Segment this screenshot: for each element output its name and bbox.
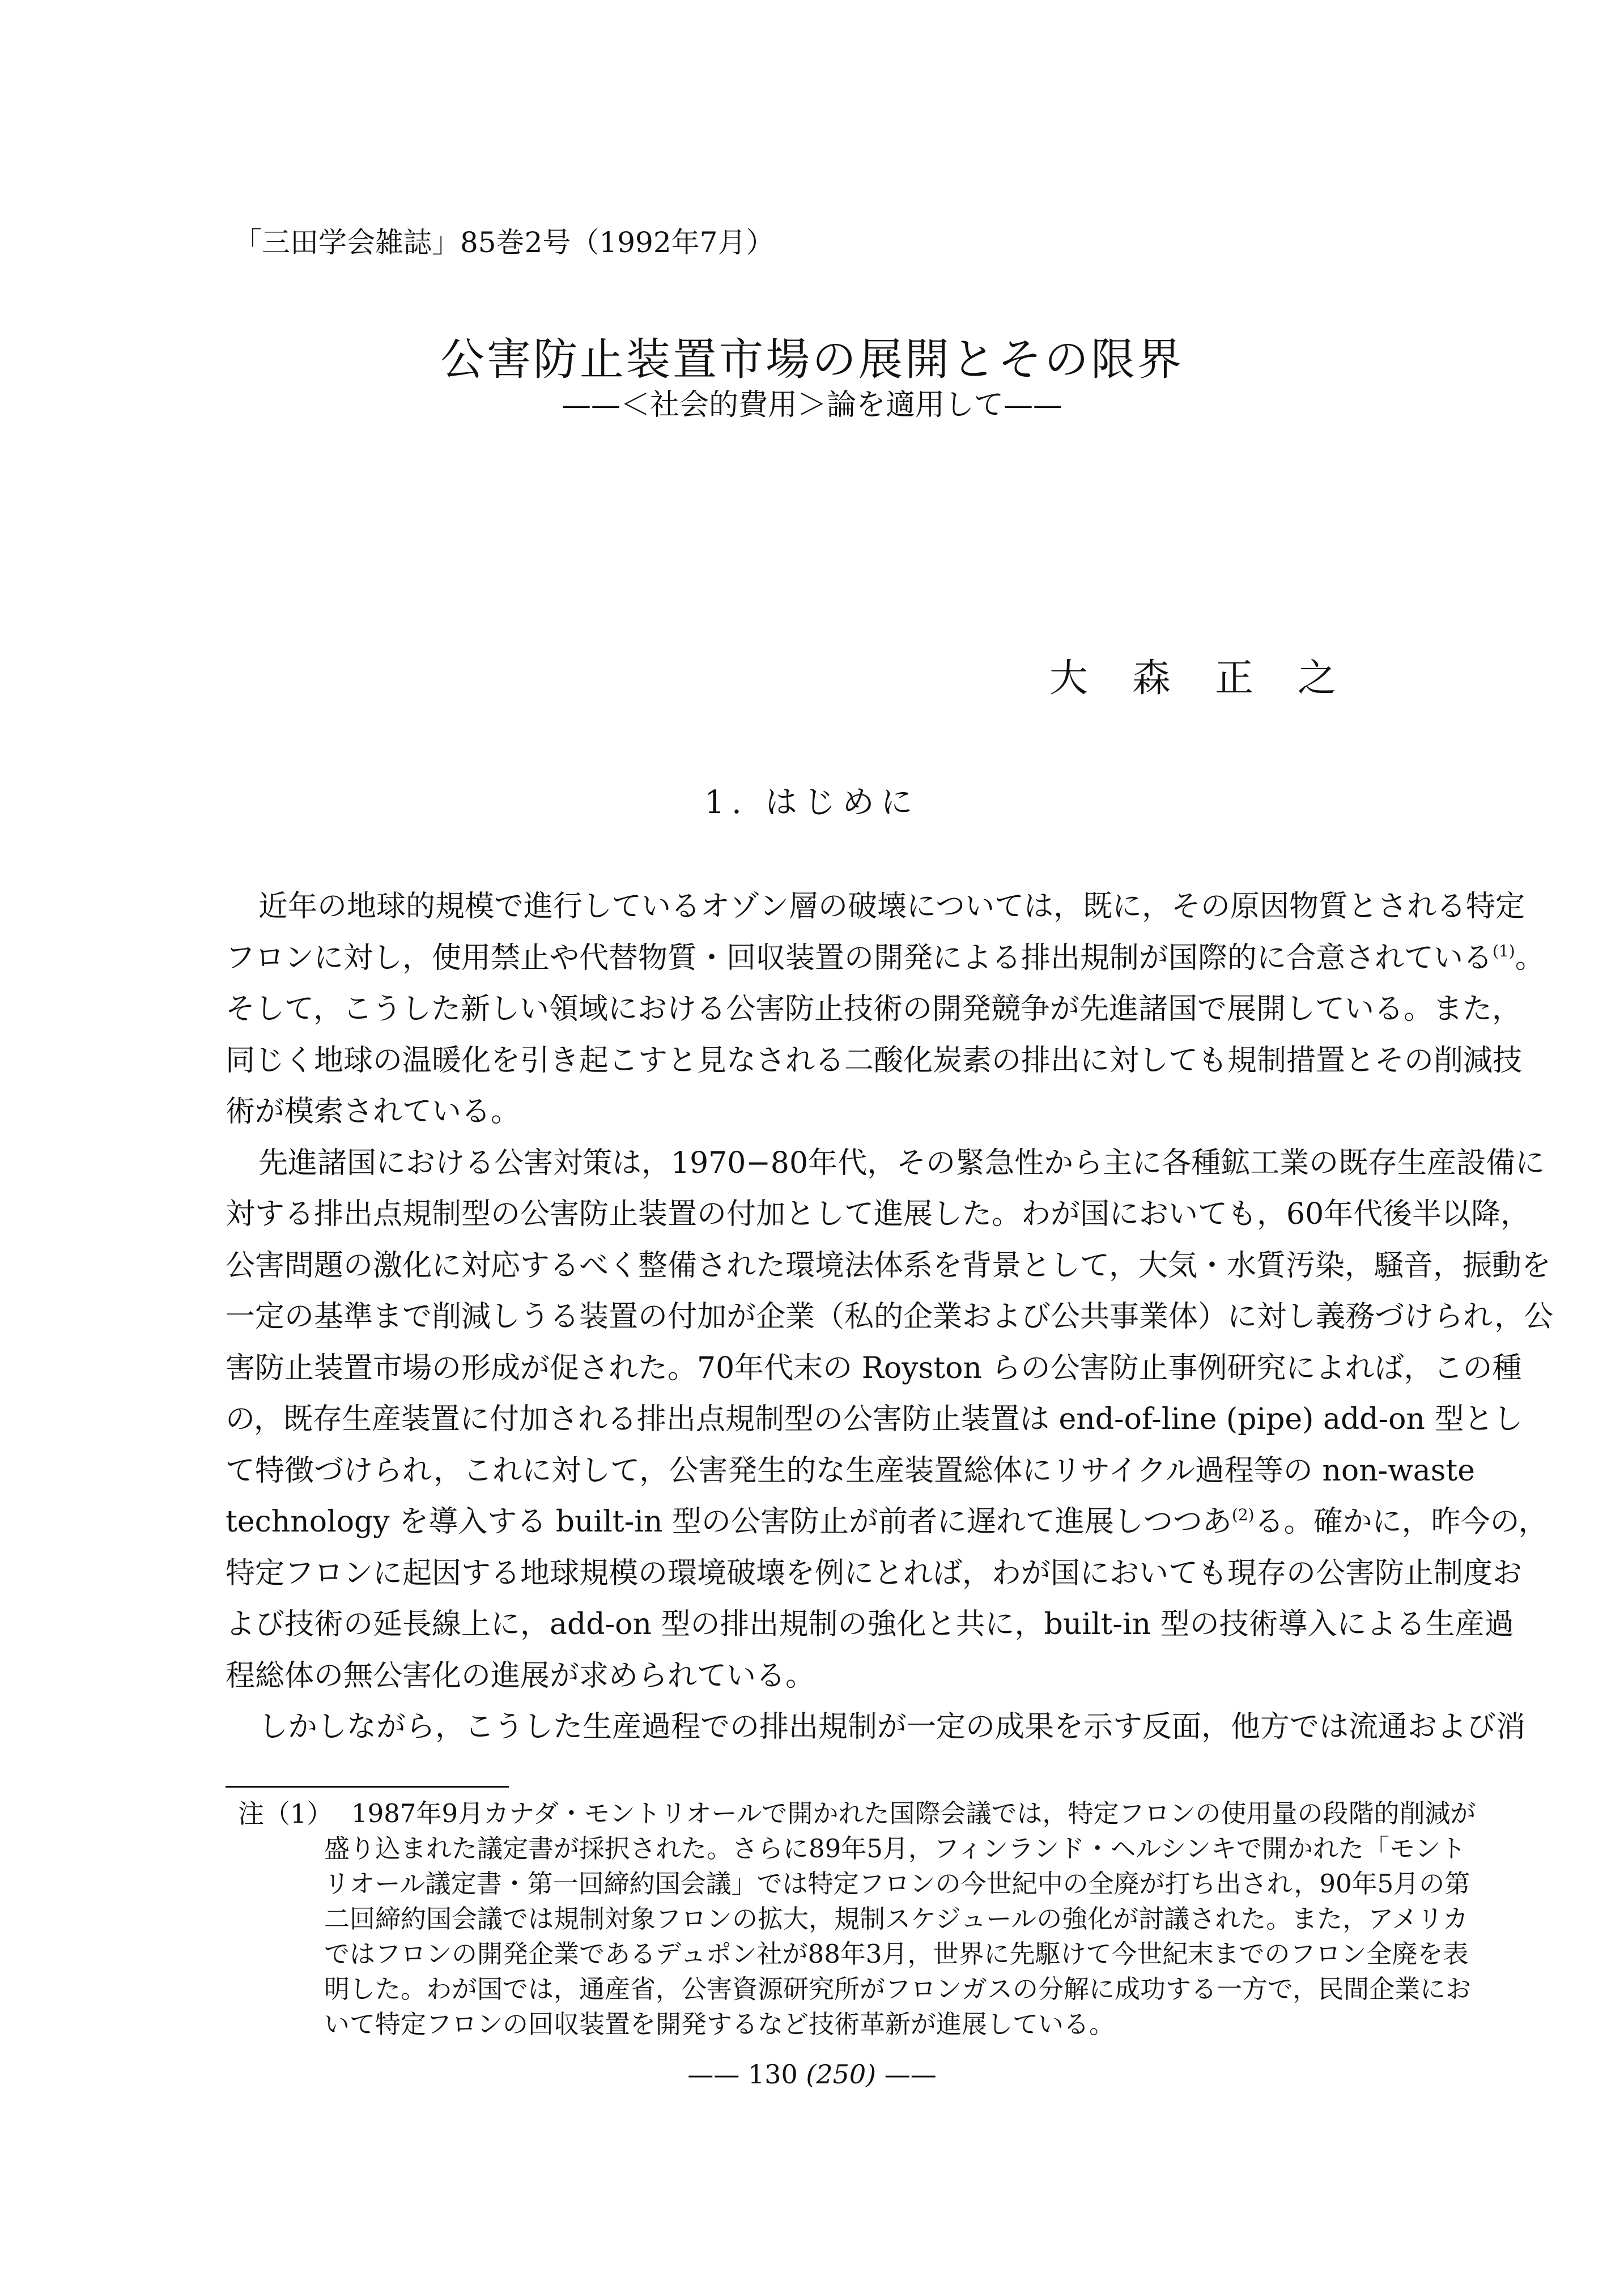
body-line: 同じく地球の温暖化を引き起こすと見なされる二酸化炭素の排出に対しても規制措置とその削減技: [226, 1043, 1523, 1078]
body-line: 程総体の無公害化の進展が求められている。: [226, 1658, 815, 1693]
body-line: そして，こうした新しい領域における公害防止技術の開発競争が先進諸国で展開している。また，: [226, 992, 1521, 1026]
body-line: 一定の基準まで削減しうる装置の付加が企業（私的企業および公共事業体）に対し義務づけられ，公: [226, 1300, 1554, 1334]
footnote-marker: (1): [1493, 941, 1515, 960]
footnote-line: 盛り込まれた議定書が採択された。さらに89年5月，フィンランド・ヘルシンキで開かれた「モント: [324, 1833, 1466, 1864]
page-number: [0, 2058, 1624, 2091]
footnote-reference: [1202, 1505, 1255, 1539]
article-title: 公害防止装置市場の展開とその限界: [440, 334, 1184, 385]
body-line: て特徴づけられ，これに対して，公害発生的な生産装置総体にリサイクル過程等の non-waste: [226, 1453, 1476, 1488]
footnote-label: 注（1）: [238, 1798, 333, 1829]
body-line: [226, 933, 1545, 984]
footnote-divider: [226, 1786, 509, 1788]
original-page-number: (250): [806, 2059, 877, 2090]
footnote-reference: [1463, 941, 1515, 975]
body-line: よび技術の延長線上に，add-on 型の排出規制の強化と共に，built-in 型の技術導入による生産過: [226, 1607, 1514, 1641]
footnote-line: いて特定フロンの回収装置を開発するなど技術革新が進展している。: [324, 2009, 1115, 2039]
body-line: 特定フロンに起因する地球規模の環境破壊を例にとれば，わが国においても現存の公害防止制度お: [226, 1556, 1523, 1590]
body-line: 対する排出点規制型の公害防止装置の付加として進展した。わが国においても，60年代後半以降，: [226, 1197, 1531, 1231]
line-text: あ: [1202, 1505, 1232, 1539]
footnote-line: 明した。わが国では，通産省，公害資源研究所がフロンガスの分解に成功する一方で，民間企業にお: [324, 1974, 1472, 2004]
body-line: 先進諸国における公害対策は，1970−80年代，その緊急性から主に各種鉱工業の既存生産設備に: [258, 1146, 1545, 1180]
page-number-dash-left: ——: [687, 2059, 740, 2090]
line-text: る。確かに，昨今の，: [1254, 1505, 1548, 1539]
body-line: の，既存生産装置に付加される排出点規制型の公害防止装置は end-of-line (pipe) add-on 型とし: [226, 1402, 1523, 1436]
body-line: 公害問題の激化に対応するべく整備された環境法体系を背景として，大気・水質汚染，騒音，振動を: [226, 1248, 1551, 1283]
line-text: る: [1463, 941, 1493, 975]
body-line: 術が模索されている。: [226, 1095, 521, 1129]
footnote-line: 二回締約国会議では規制対象フロンの拡大，規制スケジュールの強化が討議された。また，アメリカ: [324, 1904, 1469, 1934]
footnote-marker: (2): [1231, 1505, 1255, 1524]
body-line: 近年の地球的規模で進行しているオゾン層の破壊については，既に，その原因物質とされる特定: [258, 890, 1525, 924]
footnote-line: ではフロンの開発企業であるデュポン社が88年3月，世界に先駆けて今世紀末までのフロン全廃を表: [324, 1939, 1469, 1969]
body-line: しかしながら，こうした生産過程での排出規制が一定の成果を示す反面，他方では流通および消: [258, 1710, 1526, 1744]
journal-header: 「三田学会雑誌」85巻2号（1992年7月）: [233, 226, 775, 259]
line-text: フロンに対し，使用禁止や代替物質・回収装置の開発による排出規制が国際的に合意されてい: [226, 941, 1464, 975]
line-text: technology を導入する built-in 型の公害防止が前者に遅れて進展しつつ: [226, 1505, 1202, 1539]
article-subtitle: ——＜社会的費用＞論を適用して——: [561, 388, 1062, 422]
page-number-dash-right: ——: [884, 2059, 937, 2090]
body-line: [226, 1496, 1548, 1547]
page-number-value: 130: [747, 2059, 798, 2090]
body-line: 害防止装置市場の形成が促された。70年代末の Royston らの公害防止事例研究によれば，この種: [226, 1351, 1522, 1385]
footnote-line: リオール議定書・第一回締約国会議」では特定フロンの今世紀中の全廃が打ち出され，90年5月の第: [324, 1869, 1470, 1899]
author-name: 大森正之: [1049, 656, 1381, 701]
line-text: 。: [1515, 941, 1545, 975]
section-heading: 1. はじめに: [704, 784, 920, 821]
footnote-line: 1987年9月カナダ・モントリオールで開かれた国際会議では，特定フロンの使用量の段階的削減が: [351, 1798, 1476, 1828]
